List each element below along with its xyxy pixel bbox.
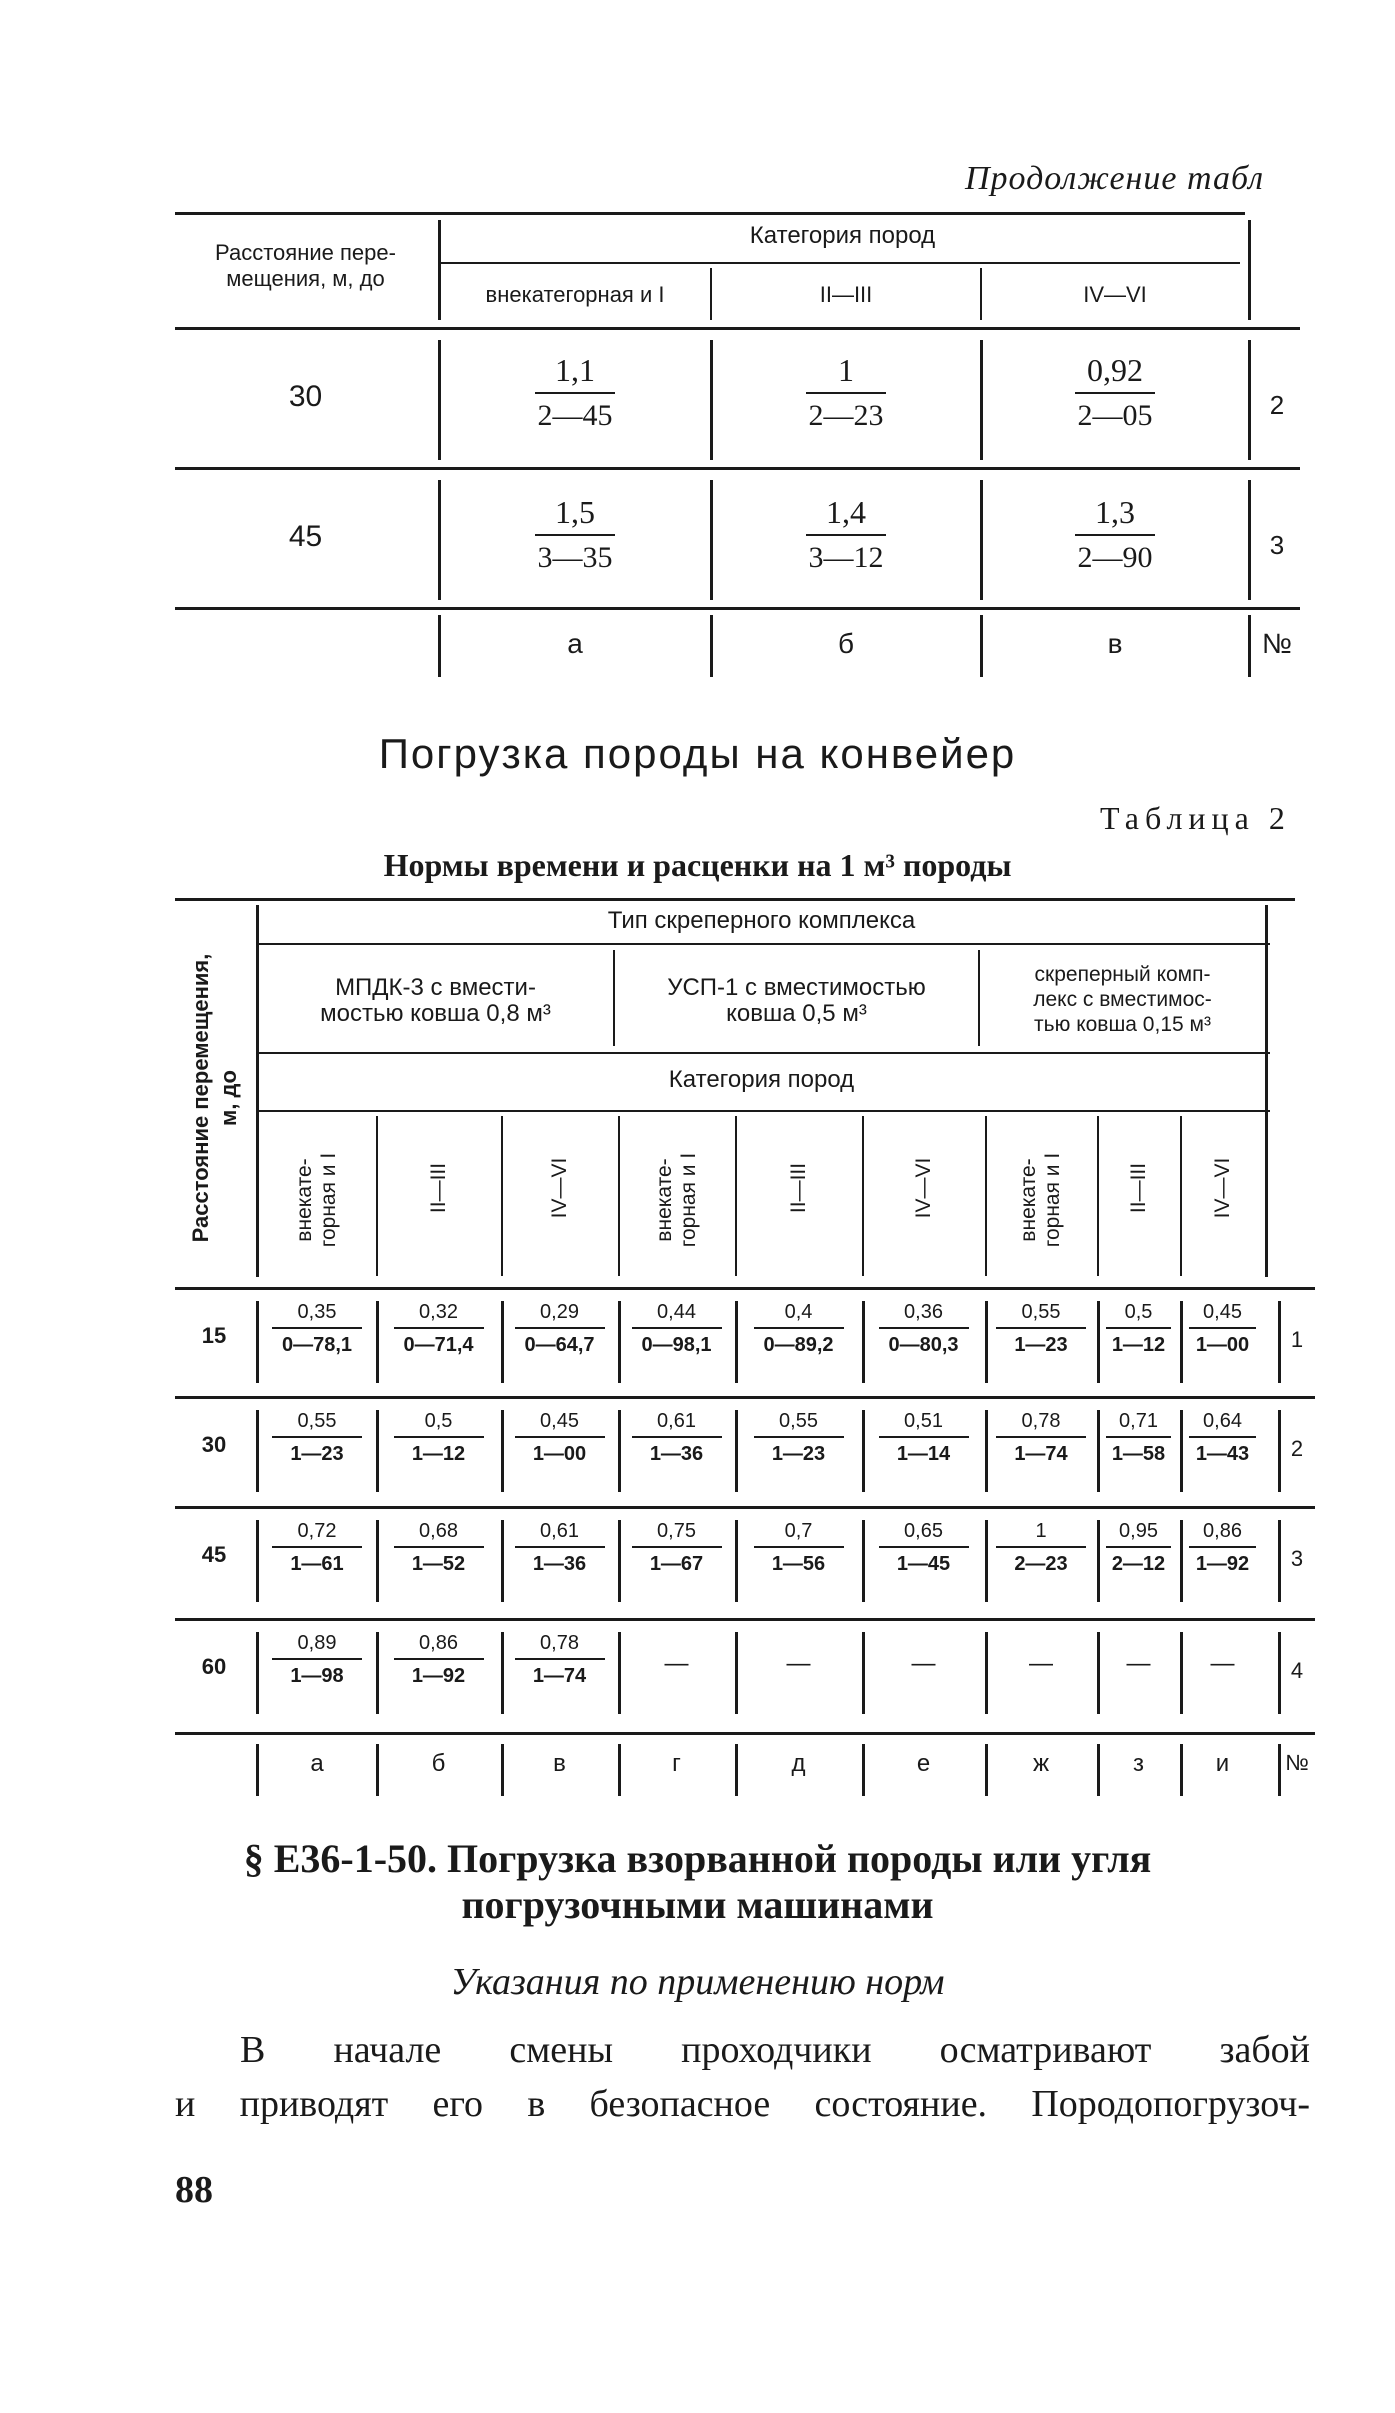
column-letter: д xyxy=(791,1750,806,1777)
complex-header-1: МПДК-3 с вмести- мостью ковша 0,8 м³ xyxy=(320,974,551,1027)
norm-cell: 0,75 1—67 xyxy=(618,1518,735,1578)
body-line-1: В начале смены проходчики осматривают забой xyxy=(240,2029,1310,2071)
column-letter: а xyxy=(310,1750,324,1777)
distance-cell: 30 xyxy=(288,380,323,413)
norm-cell: 0,35 0—78,1 xyxy=(258,1299,376,1359)
column-letter: г xyxy=(672,1750,681,1777)
norm-cell: 1,3 2—90 xyxy=(982,492,1248,578)
norm-cell: 0,68 1—52 xyxy=(376,1518,501,1578)
norm-cell: 0,29 0—64,7 xyxy=(501,1299,618,1359)
distance-cell: 30 xyxy=(201,1432,227,1457)
norm-cell: 0,4 0—89,2 xyxy=(735,1299,862,1359)
norm-cell: 0,5 1—12 xyxy=(1097,1299,1180,1359)
column-letter: е xyxy=(916,1750,931,1777)
norm-cell: 1 2—23 xyxy=(985,1518,1097,1578)
column-letter: б xyxy=(837,628,855,659)
norm-cell: 0,71 1—58 xyxy=(1097,1408,1180,1468)
norm-cell: 0,45 1—00 xyxy=(501,1408,618,1468)
cat-header-2: II—III xyxy=(819,282,873,307)
row-number: 1 xyxy=(1290,1327,1304,1352)
norm-cell: 0,65 1—45 xyxy=(862,1518,985,1578)
norm-cell: 0,78 1—74 xyxy=(501,1630,618,1690)
complex-type-header: Тип скреперного комплекса xyxy=(607,907,916,934)
norm-cell: 0,61 1—36 xyxy=(618,1408,735,1468)
norm-cell: 0,5 1—12 xyxy=(376,1408,501,1468)
column-letter: в xyxy=(553,1750,566,1777)
norm-cell: 0,55 1—23 xyxy=(985,1299,1097,1359)
row-number: 4 xyxy=(1290,1658,1304,1683)
row-number: 2 xyxy=(1269,390,1285,420)
norm-cell: 0,86 1—92 xyxy=(1180,1518,1265,1578)
complex-header-3: скреперный комп- лекс с вместимос- тью ковша 0,15 м³ xyxy=(1033,963,1212,1036)
category-group-header: Категория пород xyxy=(749,222,936,249)
distance-cell: 45 xyxy=(201,1542,227,1567)
column-letter: а xyxy=(567,628,583,659)
number-label: № xyxy=(1285,1750,1309,1775)
empty-cell: — xyxy=(1126,1650,1151,1677)
category-column-header: IV—VI xyxy=(547,1157,571,1219)
norm-cell: 1,5 3—35 xyxy=(440,492,710,578)
category-column-header: внекате- горная и I xyxy=(1017,1152,1064,1248)
paragraph-heading: § Е36-1-50. Погрузка взорванной породы или угля погрузочными машинами xyxy=(243,1836,1152,1927)
norm-cell: 1 2—23 xyxy=(712,350,980,436)
norm-cell: 0,64 1—43 xyxy=(1180,1408,1265,1468)
table-caption: Нормы времени и расценки на 1 м³ породы xyxy=(383,847,1012,883)
norm-cell: 0,72 1—61 xyxy=(258,1518,376,1578)
norm-cell: 0,55 1—23 xyxy=(258,1408,376,1468)
number-label: № xyxy=(1261,628,1293,659)
row-number: 3 xyxy=(1290,1546,1304,1571)
norm-cell: 0,61 1—36 xyxy=(501,1518,618,1578)
distance-header: Расстояние перемещения, м, до xyxy=(188,953,241,1243)
body-line-2: и приводят его в безопасное состояние. Породопогрузоч- xyxy=(175,2083,1310,2125)
column-letter: б xyxy=(431,1750,446,1777)
subheading: Указания по применению норм xyxy=(450,1961,945,2003)
distance-cell: 15 xyxy=(201,1323,227,1348)
page-number: 88 xyxy=(175,2169,213,2211)
norm-cell: 0,7 1—56 xyxy=(735,1518,862,1578)
empty-cell: — xyxy=(664,1650,689,1677)
section-title: Погрузка породы на конвейер xyxy=(378,730,1017,777)
norm-cell: 0,36 0—80,3 xyxy=(862,1299,985,1359)
empty-cell: — xyxy=(1210,1650,1235,1677)
category-header: Категория пород xyxy=(668,1066,855,1093)
category-column-header: внекате- горная и I xyxy=(293,1152,340,1248)
table-label: Таблица 2 xyxy=(1100,800,1291,836)
category-column-header: II—III xyxy=(1126,1162,1150,1214)
category-column-header: внекате- горная и I xyxy=(652,1152,700,1248)
row-number: 2 xyxy=(1290,1436,1304,1461)
norm-cell: 0,92 2—05 xyxy=(982,350,1248,436)
norm-cell: 0,44 0—98,1 xyxy=(618,1299,735,1359)
norm-cell: 0,51 1—14 xyxy=(862,1408,985,1468)
norm-cell: 0,89 1—98 xyxy=(258,1630,376,1690)
category-column-header: II—III xyxy=(426,1162,450,1214)
category-column-header: II—III xyxy=(786,1162,810,1214)
norm-cell: 0,55 1—23 xyxy=(735,1408,862,1468)
norm-cell: 0,32 0—71,4 xyxy=(376,1299,501,1359)
continuation-label: Продолжение табл xyxy=(965,160,1265,197)
norm-cell: 0,45 1—00 xyxy=(1180,1299,1265,1359)
empty-cell: — xyxy=(786,1650,811,1677)
empty-cell: — xyxy=(911,1650,936,1677)
distance-header: Расстояние пере- мещения, м, до xyxy=(215,240,396,291)
norm-cell: 0,95 2—12 xyxy=(1097,1518,1180,1578)
cat-header-1: внекатегорная и I xyxy=(485,282,665,307)
column-letter: и xyxy=(1215,1750,1230,1777)
empty-cell: — xyxy=(1029,1650,1053,1677)
norm-cell: 1,1 2—45 xyxy=(440,350,710,436)
cat-header-3: IV—VI xyxy=(1083,282,1147,307)
column-letter: в xyxy=(1107,628,1123,659)
distance-cell: 45 xyxy=(288,520,323,553)
column-letter: з xyxy=(1132,1750,1144,1777)
category-column-header: IV—VI xyxy=(1210,1157,1234,1219)
complex-header-2: УСП-1 с вместимостью ковша 0,5 м³ xyxy=(667,974,926,1027)
distance-cell: 60 xyxy=(201,1654,227,1679)
norm-cell: 0,78 1—74 xyxy=(985,1408,1097,1468)
norm-cell: 1,4 3—12 xyxy=(712,492,980,578)
norm-cell: 0,86 1—92 xyxy=(376,1630,501,1690)
row-number: 3 xyxy=(1269,530,1285,560)
column-letter: ж xyxy=(1032,1750,1050,1777)
category-column-header: IV—VI xyxy=(911,1157,935,1219)
